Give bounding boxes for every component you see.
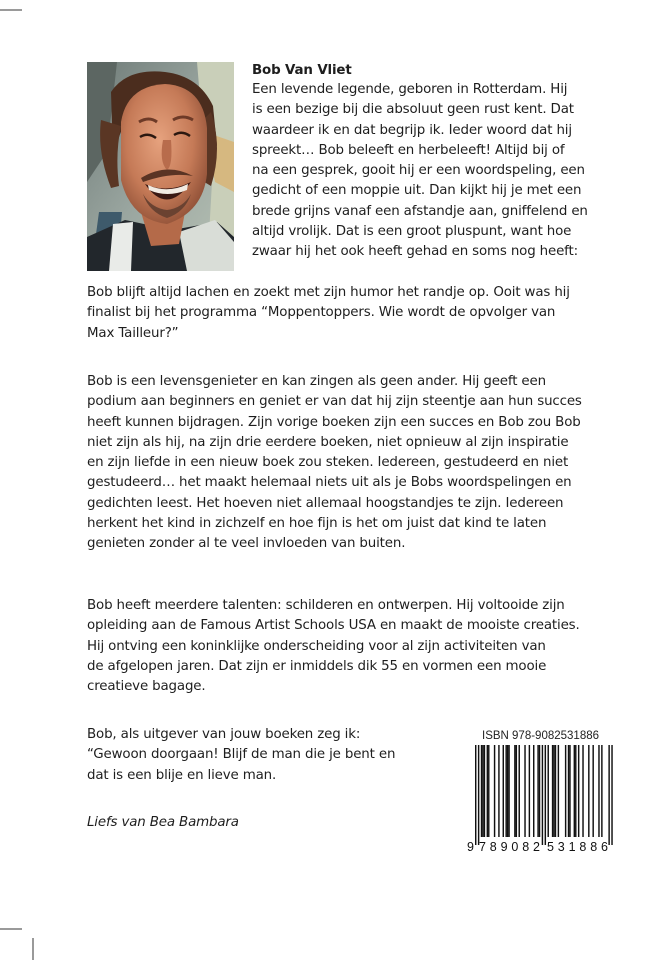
barcode-bar — [558, 745, 559, 837]
barcode-bar — [569, 745, 570, 837]
barcode-bar — [519, 745, 520, 837]
barcode-bar — [533, 745, 534, 837]
text-line: gestudeerd… het maakt helemaal niets uit als je Bobs woordspelingen en — [87, 475, 572, 491]
barcode-bar — [516, 745, 517, 837]
barcode-bar — [484, 745, 485, 837]
signature: Liefs van Bea Bambara — [87, 815, 239, 830]
text-line: creatieve bagage. — [87, 679, 206, 695]
barcode-bar — [488, 745, 489, 837]
text-line: finalist bij het programma “Moppentoppers. Wie wordt de opvolger van — [87, 305, 556, 321]
barcode-bar — [601, 745, 602, 837]
barcode-digits-right: 531886 — [547, 840, 608, 854]
barcode-bar — [514, 745, 515, 837]
barcode-bar — [542, 745, 543, 845]
text-line: Bob blijft altijd lachen en zoekt met zijn humor het randje op. Ooit was hij — [87, 285, 570, 300]
barcode-bar — [568, 745, 569, 837]
barcode-bar — [505, 745, 506, 837]
text-line: de afgelopen jaren. Dat zijn er inmiddels dik 55 en vormen een mooie — [87, 658, 547, 674]
text-line: is een bezige bij die absoluut geen rust kent. Dat — [252, 102, 574, 118]
author-portrait — [87, 62, 234, 271]
barcode-digit-lead: 9 — [467, 840, 474, 854]
crop-mark-bottom-left — [0, 928, 22, 930]
text-line: “Gewoon doorgaan! Blijf de man die je bent en — [87, 747, 396, 763]
text-line: herkent het kind in zichzelf en hoe fijn is het om juist dat kind te laten — [87, 516, 547, 532]
barcode-bar — [507, 745, 508, 837]
intro-paragraph-beside-photo — [252, 80, 588, 263]
text-line: dat is een blije en lieve man. — [87, 767, 277, 783]
barcode-bar — [548, 745, 549, 837]
barcode-bars — [475, 745, 613, 845]
intro-paragraph-continued — [87, 283, 570, 344]
text-line: Een levende legende, geboren in Rotterdam. Hij — [252, 82, 568, 97]
barcode-bar — [582, 745, 583, 837]
paragraph-talenten — [87, 596, 580, 697]
barcode-digits-left: 789082 — [479, 840, 540, 854]
barcode-bar — [481, 745, 482, 837]
barcode-bar — [574, 745, 575, 837]
isbn-label: ISBN 978-9082531886 — [482, 730, 600, 742]
barcode-bar — [588, 745, 589, 837]
text-line: gedicht of een moppie uit. Dan kijkt hij je met een — [252, 183, 582, 199]
barcode-bar — [608, 745, 609, 845]
barcode-bar — [598, 745, 599, 837]
barcode-bar — [552, 745, 553, 837]
barcode-bar — [539, 745, 540, 837]
text-line: gedichten leest. Het hoeven niet allemaal hoogstandjes te zijn. Iedereen — [87, 495, 564, 511]
text-line: zwaar hij het ook heeft gehad en soms nog heeft: — [252, 244, 578, 260]
text-line: brede grijns vanaf een afstandje aan, gniffelend en — [252, 203, 588, 219]
crop-mark-top-left — [0, 9, 22, 11]
text-line: Hij ontving een koninklijke onderscheiding voor al zijn activiteiten van — [87, 638, 546, 654]
text-line: spreekt… Bob beleeft en herbeleeft! Altijd bij of — [252, 142, 565, 158]
text-line: Bob is een levensgenieter en kan zingen als geen ander. Hij geeft een — [87, 374, 546, 389]
closing-paragraph — [87, 725, 395, 786]
barcode-bar — [524, 745, 525, 837]
text-line: opleiding aan de Famous Artist Schools USA en maakt de mooiste creaties. — [87, 618, 580, 634]
barcode-bar — [575, 745, 576, 837]
barcode-bar — [553, 745, 554, 837]
barcode-bar — [498, 745, 499, 837]
barcode-bar — [565, 745, 566, 837]
barcode-bar — [592, 745, 593, 837]
text-line: podium aan beginners en geniet er van dat hij zijn steentje aan hun succes — [87, 394, 582, 410]
barcode-bar — [487, 745, 488, 837]
barcode-bar — [537, 745, 538, 837]
text-line: waardeer ik en dat begrijp ik. Ieder woord dat hij — [252, 122, 572, 138]
barcode-bar — [482, 745, 483, 837]
text-line: altijd vrolijk. Dat is een groot pluspunt, want hoe — [252, 224, 572, 240]
isbn-barcode — [467, 745, 619, 855]
barcode-bar — [611, 745, 612, 845]
barcode-bar — [578, 745, 579, 837]
barcode-bar — [478, 745, 479, 845]
text-line: na een gesprek, gooit hij er een woordspeling, een — [252, 163, 585, 179]
barcode-bar — [503, 745, 504, 837]
text-line: Max Tailleur?” — [87, 325, 179, 341]
barcode-bar — [529, 745, 530, 837]
text-line: en zijn liefde in een nieuw boek zou steken. Iedereen, gestudeerd en niet — [87, 455, 569, 471]
crop-mark-bottom-vertical — [32, 938, 34, 960]
barcode-bar — [555, 745, 556, 837]
paragraph-levensgenieter — [87, 372, 582, 555]
barcode-bar — [475, 745, 476, 845]
text-line: niet zijn als hij, na zijn drie eerdere boeken, niet opnieuw al zijn inspiratie — [87, 434, 569, 450]
text-line: Bob heeft meerdere talenten: schilderen en ontwerpen. Hij voltooide zijn — [87, 598, 565, 613]
text-line: Bob, als uitgever van jouw boeken zeg ik: — [87, 727, 361, 742]
author-name: Bob Van Vliet — [252, 63, 352, 78]
barcode-bar — [545, 745, 546, 845]
text-line: genieten zonder al te veel invloeden van buiten. — [87, 536, 406, 552]
text-line: heeft kunnen bijdragen. Zijn vorige boeken zijn een succes en Bob zou Bob — [87, 414, 581, 430]
barcode-bar — [508, 745, 509, 837]
barcode-bar — [494, 745, 495, 837]
